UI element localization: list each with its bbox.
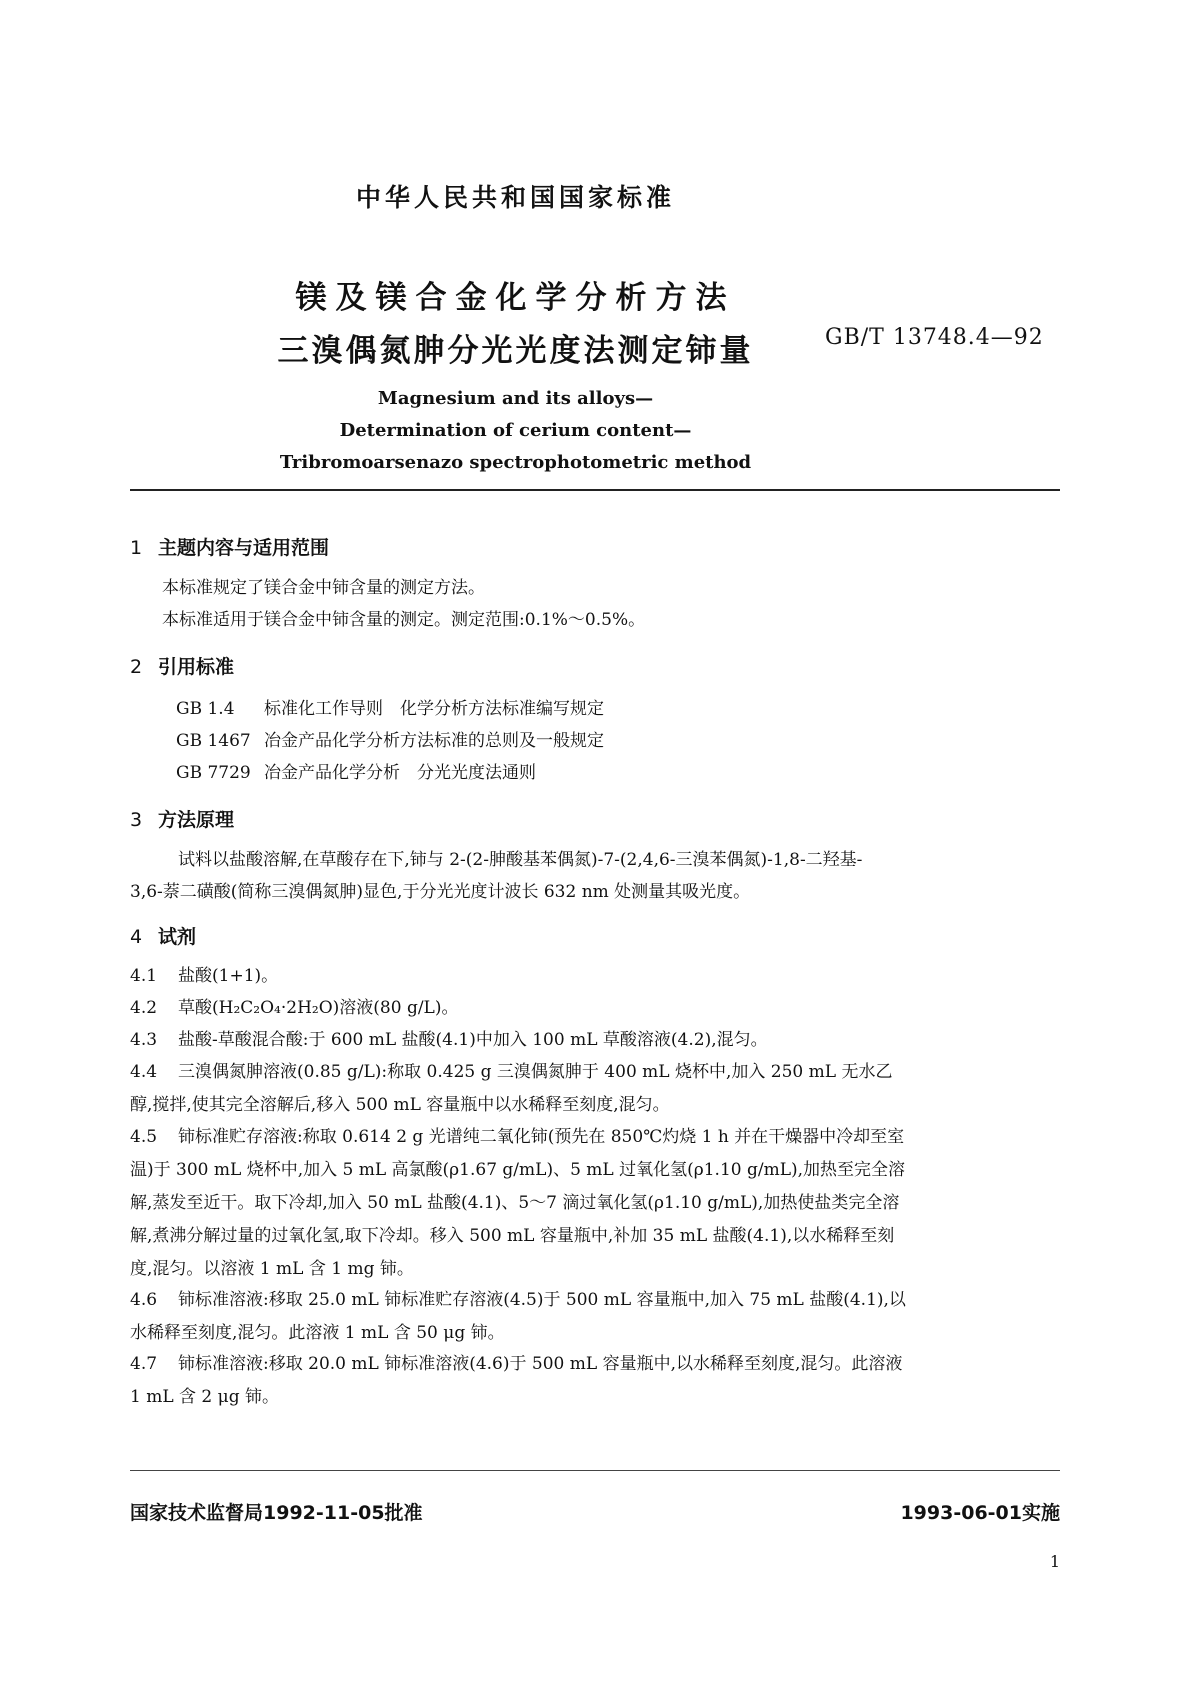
standard-code: GB/T 13748.4—92	[825, 325, 1044, 350]
reagent-number: 4.3	[130, 1030, 158, 1050]
section-title: 试剂	[158, 926, 197, 948]
reagent-text: 铈标准溶液:移取 20.0 mL 铈标准溶液(4.6)于 500 mL 容量瓶中,以水稀释至刻度,混匀。此溶液	[178, 1354, 903, 1374]
reagent-text-continued: 温)于 300 mL 烧杯中,加入 5 mL 高氯酸(ρ1.67 g/mL)、5 mL 过氧化氢(ρ1.10 g/mL),加热至完全溶	[130, 1160, 906, 1180]
document-title-line2: 三溴偶氮胂分光光度法测定铈量	[277, 333, 754, 369]
reference-title: 标准化工作导则 化学分析方法标准编写规定	[264, 699, 604, 719]
reagent-text-continued: 解,蒸发至近干。取下冷却,加入 50 mL 盐酸(4.1)、5～7 滴过氧化氢(ρ1.10 g/mL),加热使盐类完全溶	[130, 1193, 900, 1213]
reagent-number: 4.1	[130, 966, 158, 986]
reagent-text: 铈标准贮存溶液:称取 0.614 2 g 光谱纯二氧化铈(预先在 850℃灼烧 1 h 并在干燥器中冷却至室	[178, 1127, 905, 1147]
section-heading-1	[130, 533, 329, 560]
effective-date: 1993-06-01实施	[900, 1502, 1060, 1524]
reference-row	[176, 758, 536, 783]
reagent-number: 4.2	[130, 998, 158, 1018]
section-title: 方法原理	[158, 809, 235, 831]
section-title: 引用标准	[158, 656, 235, 678]
reference-row	[176, 726, 604, 751]
section-number: 4	[130, 926, 143, 948]
reference-code: GB 1.4	[176, 699, 235, 719]
reagent-item	[130, 960, 1060, 993]
reagent-number: 4.5	[130, 1127, 158, 1147]
section-heading-2	[130, 652, 234, 679]
paragraph: 本标准规定了镁合金中铈含量的测定方法。	[162, 578, 485, 598]
document-title-line1: 镁及镁合金化学分析方法	[295, 280, 736, 316]
paragraph: 试料以盐酸溶解,在草酸存在下,铈与 2-(2-胂酸基苯偶氮)-7-(2,4,6-三溴苯偶氮)-1,8-二羟基-	[178, 850, 863, 870]
english-title-line2: Determination of cerium content—	[339, 420, 692, 441]
page-number: 1	[1049, 1552, 1060, 1571]
paragraph: 3,6-萘二磺酸(简称三溴偶氮胂)显色,于分光光度计波长 632 nm 处测量其吸光度。	[130, 882, 751, 902]
reagent-item	[130, 1284, 1060, 1350]
reagent-item	[130, 1056, 1060, 1122]
reagent-text: 铈标准溶液:移取 25.0 mL 铈标准贮存溶液(4.5)于 500 mL 容量瓶中,加入 75 mL 盐酸(4.1),以	[178, 1290, 906, 1310]
section-heading-3	[130, 805, 234, 832]
reagent-text-continued: 解,煮沸分解过量的过氧化氢,取下冷却。移入 500 mL 容量瓶中,补加 35 mL 盐酸(4.1),以水稀释至刻	[130, 1226, 895, 1246]
english-title-line1: Magnesium and its alloys—	[377, 388, 654, 409]
reagent-text: 草酸(H₂C₂O₄·2H₂O)溶液(80 g/L)。	[178, 998, 459, 1018]
reagent-text: 盐酸(1+1)。	[178, 966, 279, 986]
paragraph: 本标准适用于镁合金中铈含量的测定。测定范围:0.1%～0.5%。	[162, 610, 646, 630]
section-title: 主题内容与适用范围	[158, 537, 330, 559]
reagent-text: 三溴偶氮胂溶液(0.85 g/L):称取 0.425 g 三溴偶氮胂于 400 mL 烧杯中,加入 250 mL 无水乙	[178, 1062, 893, 1082]
reagent-text-continued: 醇,搅拌,使其完全溶解后,移入 500 mL 容量瓶中以水稀释至刻度,混匀。	[130, 1095, 670, 1115]
reagent-text: 盐酸-草酸混合酸:于 600 mL 盐酸(4.1)中加入 100 mL 草酸溶液(4.2),混匀。	[178, 1030, 768, 1050]
national-standard-label: 中华人民共和国国家标准	[355, 183, 675, 212]
reference-title: 冶金产品化学分析 分光光度法通则	[264, 763, 536, 783]
reagent-number: 4.4	[130, 1062, 158, 1082]
reference-row	[176, 694, 604, 719]
reagent-item	[130, 992, 1060, 1025]
reagent-text-continued: 度,混匀。以溶液 1 mL 含 1 mg 铈。	[130, 1259, 414, 1279]
reagent-number: 4.6	[130, 1290, 158, 1310]
reagent-item	[130, 1121, 1060, 1286]
footer-divider	[130, 1470, 1060, 1471]
reagent-item	[130, 1024, 1060, 1057]
header-divider	[130, 489, 1060, 491]
section-number: 1	[130, 537, 143, 559]
section-number: 2	[130, 656, 143, 678]
reagent-text-continued: 水稀释至刻度,混匀。此溶液 1 mL 含 50 μg 铈。	[130, 1323, 505, 1343]
reference-code: GB 1467	[176, 731, 251, 751]
english-title-line3: Tribromoarsenazo spectrophotometric method	[279, 452, 752, 473]
reagent-text-continued: 1 mL 含 2 μg 铈。	[130, 1387, 279, 1407]
section-number: 3	[130, 809, 143, 831]
reference-title: 冶金产品化学分析方法标准的总则及一般规定	[264, 731, 604, 751]
reference-code: GB 7729	[176, 763, 251, 783]
section-heading-4	[130, 922, 196, 949]
reagent-item	[130, 1348, 1060, 1414]
reagent-number: 4.7	[130, 1354, 158, 1374]
approval-date: 国家技术监督局1992-11-05批准	[130, 1502, 423, 1524]
